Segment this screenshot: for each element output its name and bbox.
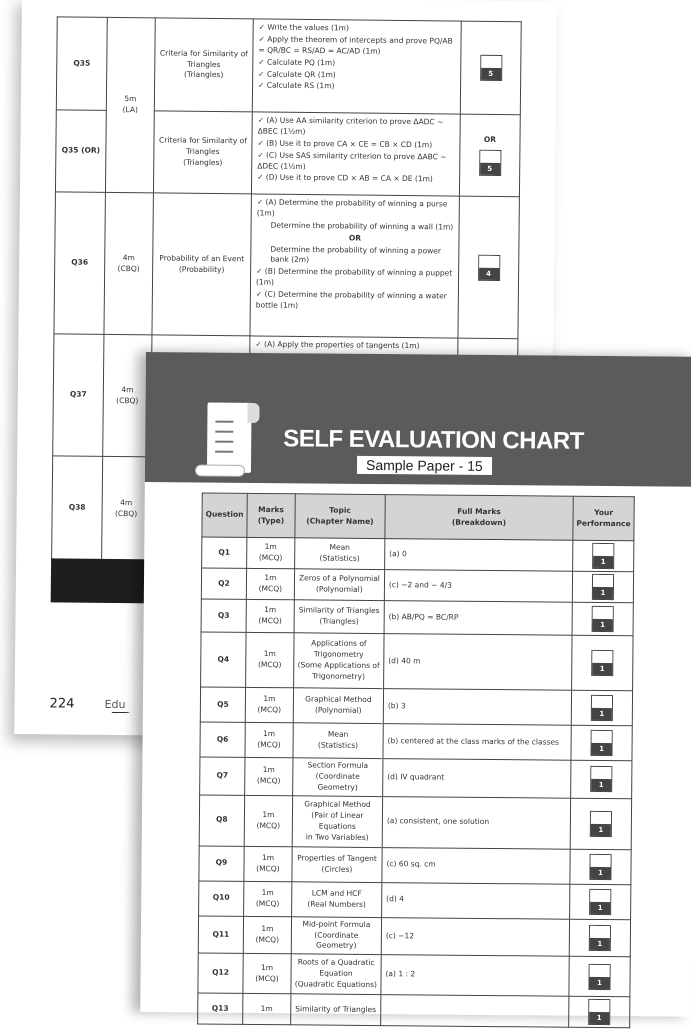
performance-box[interactable] (588, 964, 610, 990)
answer-cell: (a) 0 (385, 539, 573, 572)
performance-cell (571, 690, 632, 726)
breakdown-item: OR (256, 232, 453, 245)
answer-cell: (b) AB/PQ = BC/RP (384, 601, 572, 636)
page-footer (50, 696, 126, 712)
breakdown-item: ✓ (B) Use it to prove CA × CE = CB × CD (1m) (257, 138, 454, 151)
max-score: 1 (590, 938, 610, 950)
question-cell: Q2 (201, 568, 246, 599)
performance-cell (572, 602, 633, 636)
max-score: 1 (590, 867, 610, 879)
marks-cell: 4m (CBQ) (102, 456, 151, 560)
performance-cell (572, 571, 633, 603)
question-cell: Q4 (201, 632, 246, 687)
marks-cell: 1m (MCQ) (245, 632, 293, 687)
table-row (198, 953, 630, 997)
performance-box[interactable] (592, 606, 614, 632)
max-score: 1 (589, 1012, 609, 1024)
marks-cell: 1m (MCQ) (245, 757, 293, 795)
answer-cell: (c) −12 (381, 917, 569, 956)
question-cell: Q37 (53, 334, 104, 457)
performance-cell (458, 196, 519, 339)
breakdown-item: ✓ (B) Determine the probability of winning a puppet (1m) (256, 267, 453, 291)
question-cell: Q38 (52, 456, 103, 561)
performance-cell (570, 849, 631, 885)
breakdown-item: ✓ Calculate QR (1m) (258, 69, 455, 82)
score-input-area[interactable] (481, 56, 501, 68)
question-cell: Q9 (199, 846, 244, 881)
breakdown-cell (250, 194, 459, 338)
performance-box[interactable] (590, 766, 612, 792)
answer-cell: (b) centered at the class marks of the classes (383, 724, 571, 761)
performance-cell (571, 725, 632, 761)
score-input-area[interactable] (480, 151, 500, 163)
performance-box[interactable] (592, 574, 614, 600)
performance-cell (570, 798, 632, 850)
max-score: 1 (593, 556, 613, 568)
question-cell: Q13 (198, 993, 243, 1024)
performance-cell (569, 956, 631, 997)
table-row (201, 599, 633, 636)
breakdown-item: ✓ Calculate RS (1m) (258, 81, 455, 94)
max-score: 1 (592, 663, 612, 675)
marks-cell: 5m (LA) (105, 17, 155, 192)
breakdown-item: Determine the probability of winning a power bank (2m) (256, 244, 453, 268)
breakdown-cell (251, 112, 460, 196)
answer-cell: (c) −2 and − 4/3 (384, 570, 572, 603)
publisher-name: Edu (104, 698, 125, 711)
topic-cell: Criteria for Similarity of Triangles (Triangles) (153, 111, 252, 194)
answer-cell: (d) 40 m (383, 634, 571, 691)
score-input-area[interactable] (590, 926, 610, 938)
performance-box[interactable] (590, 730, 612, 756)
topic-cell: LCM and HCF (Real Numbers) (292, 881, 382, 917)
max-score: 1 (592, 743, 612, 755)
answer-cell: (c) 60 sq. cm (382, 847, 570, 884)
question-cell: Q35 (56, 17, 107, 111)
topic-cell: Mean (Statistics) (295, 538, 385, 570)
topic-cell: Mean (Statistics) (293, 723, 383, 759)
max-score: 1 (591, 824, 611, 836)
topic-cell: Probability of an Event (Probability) (152, 193, 251, 336)
marks-cell: 4m (CBQ) (103, 334, 152, 456)
topic-cell: Zeros of a Polynomial (Polynomial) (294, 569, 384, 601)
score-input-area[interactable] (589, 1000, 609, 1012)
score-input-area[interactable] (592, 696, 612, 708)
answer-cell: (d) IV quadrant (383, 759, 571, 798)
max-score: 5 (481, 68, 501, 80)
table-row (54, 192, 519, 339)
breakdown-item: ✓ (A) Apply the properties of tangents (1m) (255, 339, 452, 352)
max-score: 1 (591, 779, 611, 791)
table-row (201, 568, 633, 603)
marks-cell: 1m (MCQ) (245, 687, 293, 722)
performance-cell (573, 540, 634, 572)
score-input-area[interactable] (590, 965, 610, 977)
topic-cell: Section Formula (Coordinate Geometry) (293, 758, 383, 796)
score-input-area[interactable] (593, 607, 613, 619)
answer-cell: (a) consistent, one solution (382, 796, 570, 849)
marks-cell: 4m (CBQ) (104, 192, 153, 334)
question-cell: Q8 (199, 795, 244, 846)
score-input-area[interactable] (593, 575, 613, 587)
column-header: Your Performance (573, 496, 635, 541)
marks-cell: 1m (MCQ) (244, 795, 292, 846)
question-cell: Q5 (200, 687, 245, 722)
topic-cell: Similarity of Triangles (Triangles) (294, 600, 384, 634)
marks-cell: 1m (MCQ) (246, 599, 294, 632)
or-label: OR (463, 134, 516, 145)
marks-cell: 1m (243, 994, 291, 1025)
topic-cell: Roots of a Quadratic Equation (Quadratic Equations) (291, 954, 381, 995)
question-cell: Q1 (202, 537, 247, 568)
performance-box[interactable] (480, 55, 502, 81)
question-cell: Q36 (54, 192, 105, 335)
breakdown-item: ✓ Apply the theorem of intercepts and prove PQ/AB = QR/BC = RS/AD = AC/AD (1m) (258, 34, 455, 58)
table-row (198, 993, 630, 1028)
topic-cell: Graphical Method (Pair of Linear Equations in Two Variables) (292, 795, 382, 847)
page-title: SELF EVALUATION CHART (283, 425, 584, 456)
performance-box[interactable] (592, 543, 614, 569)
performance-cell (569, 996, 630, 1028)
breakdown-item: ✓ (D) Use it to prove CD × AB = CA × DE (1m) (257, 173, 454, 186)
question-cell: Q35 (OR) (55, 110, 106, 193)
max-score: 1 (590, 902, 610, 914)
marks-cell: 1m (MCQ) (243, 954, 291, 994)
table-row (199, 846, 631, 885)
score-input-area[interactable] (593, 544, 613, 556)
marks-cell: 1m (MCQ) (244, 846, 292, 881)
performance-box[interactable] (588, 999, 610, 1025)
breakdown-item: ✓ Write the values (1m) (259, 22, 456, 35)
score-input-area[interactable] (479, 255, 499, 267)
topic-cell: Criteria for Similarity of Triangles (Triangles) (154, 18, 253, 112)
question-cell: Q11 (198, 916, 243, 954)
column-header: Marks (Type) (247, 493, 295, 537)
column-header: Full Marks (Breakdown) (385, 495, 573, 541)
marks-cell: 1m (MCQ) (246, 568, 294, 599)
breakdown-item: Determine the probability of winning a wall (1m) (257, 220, 454, 233)
performance-box[interactable] (479, 150, 501, 176)
scroll-icon (201, 402, 264, 479)
table-row (199, 881, 631, 920)
performance-box[interactable] (590, 811, 612, 837)
column-header: Topic (Chapter Name) (295, 494, 385, 539)
performance-cell (571, 635, 633, 691)
max-score: 1 (592, 708, 612, 720)
performance-cell (569, 919, 630, 957)
performance-box[interactable] (591, 650, 613, 676)
self-evaluation-table (197, 492, 635, 1028)
table-row (56, 17, 521, 115)
table-row (200, 757, 632, 798)
breakdown-cell (252, 19, 461, 114)
marks-cell: 1m (MCQ) (244, 881, 292, 916)
table-row (198, 916, 630, 957)
score-input-area[interactable] (591, 812, 611, 824)
page-number: 224 (50, 696, 75, 711)
breakdown-item: ✓ (C) Determine the probability of winning a water bottle (1m) (256, 289, 453, 313)
table-row (200, 722, 632, 761)
question-cell: Q12 (198, 953, 243, 993)
topic-cell: Properties of Tangent (Circles) (292, 846, 382, 882)
question-cell: Q6 (200, 722, 245, 757)
marks-cell: 1m (MCQ) (247, 537, 295, 568)
breakdown-item: ✓ (A) Determine the probability of winning a purse (1m) (257, 197, 454, 221)
answer-cell: (a) 1 : 2 (381, 955, 569, 997)
score-input-area[interactable] (591, 855, 611, 867)
max-score: 1 (593, 619, 613, 631)
answer-cell: (b) 3 (383, 689, 571, 726)
performance-box[interactable] (589, 889, 611, 915)
table-row (199, 795, 632, 850)
topic-cell: Graphical Method (Polynomial) (293, 688, 383, 724)
score-input-area[interactable] (591, 767, 611, 779)
performance-cell (460, 21, 521, 115)
question-cell: Q3 (201, 599, 246, 632)
performance-cell (459, 114, 520, 197)
marks-cell: 1m (MCQ) (243, 916, 291, 954)
topic-cell: Mid-point Formula (Coordinate Geometry) (291, 916, 381, 954)
table-row (201, 632, 634, 691)
breakdown-item: ✓ (C) Use SAS similarity criterion to prove ΔABC ~ ΔDEC (1½m) (257, 150, 454, 174)
max-score: 5 (480, 163, 500, 175)
table-row (202, 537, 634, 572)
marks-cell: 1m (MCQ) (245, 722, 293, 757)
max-score: 1 (589, 977, 609, 989)
table-row (200, 687, 632, 726)
answer-cell: (d) 4 (381, 882, 569, 919)
score-input-area[interactable] (592, 731, 612, 743)
performance-box[interactable] (589, 854, 611, 880)
score-input-area[interactable] (590, 890, 610, 902)
question-cell: Q7 (200, 757, 245, 795)
performance-cell (569, 884, 630, 920)
performance-box[interactable] (589, 925, 611, 951)
topic-cell: Similarity of Triangles (291, 994, 381, 1026)
question-cell: Q10 (199, 881, 244, 916)
max-score: 1 (593, 587, 613, 599)
column-header: Question (202, 493, 247, 537)
performance-box[interactable] (478, 254, 500, 280)
topic-cell: Applications of Trigonometry (Some Applications of Trigonometry) (293, 633, 383, 689)
sample-paper-label: Sample Paper - 15 (357, 456, 492, 475)
max-score: 4 (479, 267, 499, 279)
front-page (140, 352, 691, 1017)
breakdown-item: ✓ Calculate PQ (1m) (258, 57, 455, 70)
score-input-area[interactable] (592, 651, 612, 663)
performance-box[interactable] (591, 695, 613, 721)
performance-cell (571, 760, 632, 798)
breakdown-item: ✓ (A) Use AA similarity criterion to prove ΔADC ~ ΔBEC (1½m) (258, 115, 455, 139)
chart-header (145, 352, 691, 487)
